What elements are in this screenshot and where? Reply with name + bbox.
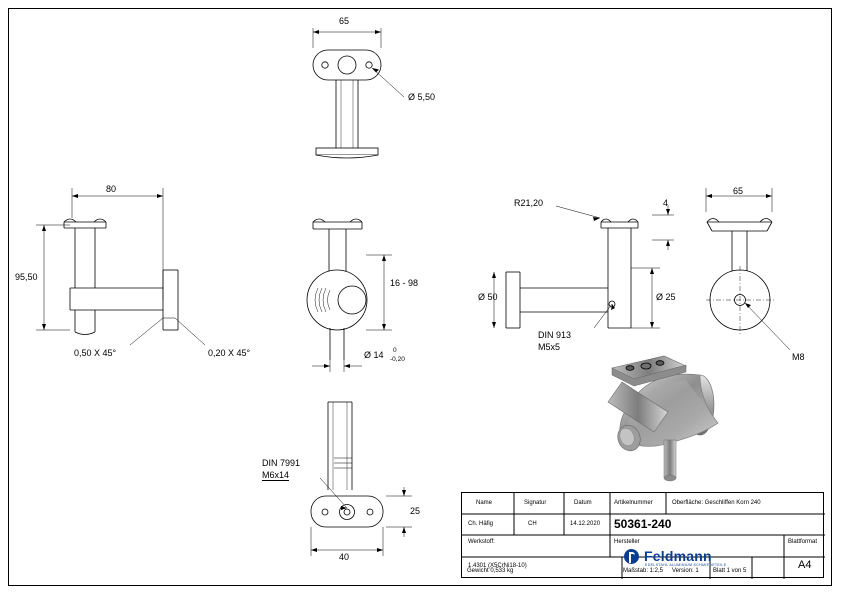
tb-header-werkstoff: Werkstoff: <box>468 539 495 545</box>
note-bottom-screw: DIN 7991 <box>262 458 301 468</box>
tb-header-hersteller: Hersteller <box>614 539 640 545</box>
dim-top-width: 65 <box>339 16 350 26</box>
feldmann-logo-icon <box>624 549 639 564</box>
dim-left-height: 95,50 <box>15 272 38 282</box>
dim-offset-4: 4 <box>663 198 669 208</box>
dim-tube-dia: Ø 25 <box>656 292 676 302</box>
tb-value-name: Ch. Häfig <box>468 521 494 527</box>
dim-top-hole-dia: Ø 5,50 <box>408 92 436 102</box>
tb-header-signatur: Signatur <box>524 500 547 506</box>
note-bottom-screw-size: M6x14 <box>262 470 290 480</box>
note-set-screw: DIN 913 <box>538 330 572 340</box>
sheet-format: A4 <box>798 559 812 571</box>
dim-chamfer-right: 0,20 X 45° <box>208 348 251 358</box>
tb-header-blattformat: Blattformat <box>788 539 818 545</box>
dim-radius: R21,20 <box>514 198 544 208</box>
tb-massstab: Maßstab: 1:2,5 <box>623 568 664 574</box>
tb-value-signatur: CH <box>528 521 537 527</box>
tb-header-oberflaeche: Oberfläche: Geschliffen Korn 240 <box>672 500 761 506</box>
tb-header-name: Name <box>476 500 493 506</box>
tb-value-werkstoff: 1.4301 (X5CrNi18-10) <box>468 563 527 569</box>
dim-mid-bore-tol-upper: 0 <box>393 347 397 354</box>
tb-value-datum: 14.12.2020 <box>570 521 601 527</box>
note-thread-m8: M8 <box>792 352 805 362</box>
dim-right-width: 65 <box>733 186 744 196</box>
article-number: 50361-240 <box>614 517 672 531</box>
dim-mid-bore: Ø 14 <box>364 350 384 360</box>
brand-subtitle: EDELSTAHL ALUMINIUM SCHMIEDETEILE <box>645 563 727 567</box>
dim-mid-range: 16 - 98 <box>390 278 419 288</box>
note-set-screw-size: M5x5 <box>538 342 561 352</box>
dim-bottom-width: 40 <box>339 552 350 562</box>
dim-chamfer-left: 0,50 X 45° <box>74 348 117 358</box>
tb-header-artikelnummer: Artikelnummer <box>614 500 653 506</box>
tb-blatt: Blatt 1 von 5 <box>713 568 747 574</box>
dim-mid-bore-tol-lower: -0,20 <box>390 356 405 363</box>
dim-bottom-height: 25 <box>410 506 421 516</box>
dim-plate-dia: Ø 50 <box>478 292 498 302</box>
tb-gewicht: Gewicht 0,533 kg <box>467 568 514 574</box>
brand-name: Feldmann <box>644 548 712 564</box>
tb-header-datum: Datum <box>574 500 592 506</box>
tb-version: Version: 1 <box>672 568 699 574</box>
dim-left-length: 80 <box>106 184 117 194</box>
title-block <box>461 492 824 578</box>
